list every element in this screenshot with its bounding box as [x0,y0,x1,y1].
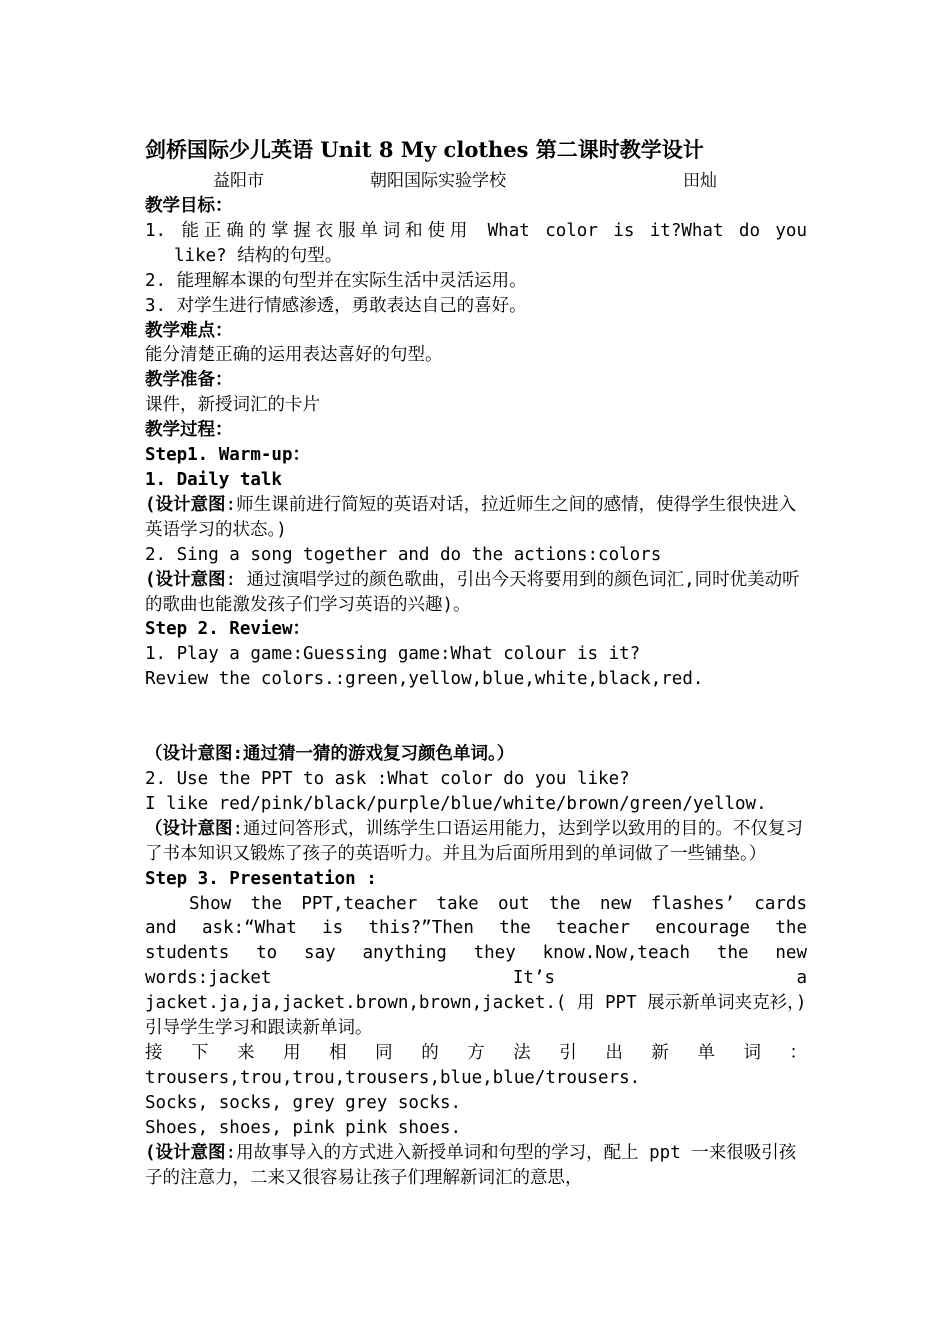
step3-paragraph-line-2: and ask:“What is this?”Then the teacher encourage the [145,918,807,939]
step2-intent-1: （设计意图:通过猜一猜的游戏复习颜色单词。） [145,744,515,765]
step3-trousers: trousers,trou,trou,trousers,blue,blue/trousers. [145,1067,641,1088]
intent-label: (设计意图 [145,494,226,515]
step2-item-1: 1. Play a game:Guessing game:What colour is it? [145,644,641,665]
step3-heading: Step 3. Presentation : [145,868,377,889]
step1-intent-2 [145,568,807,618]
step3-paragraph-line-3: students to say anything they know.Now,teach the new [145,943,807,964]
byline-school: 朝阳国际实验学校 [370,171,506,191]
step3-intent [145,1141,807,1191]
step2-item-2: 2. Use the PPT to ask :What color do you like? [145,769,630,790]
step3-socks: Socks, socks, grey grey socks. [145,1092,462,1113]
difficulty-text: 能分清楚正确的运用表达喜好的句型。 [145,345,443,366]
difficulty-heading: 教学难点： [145,320,233,341]
intent-text: :师生课前进行简短的英语对话，拉近师生之间的感情，使得学生很快进入英语学习的状态。) [145,494,797,540]
intent-text: :通过问答形式，训练学生口语运用能力，达到学以致用的目的。不仅复习了书本知识又锻炼了孩子的英语听力。并且为后面所用到的单词做了一些铺垫。） [145,818,804,864]
step2-review: Review the colors.:green,yellow,blue,white,black,red. [145,669,704,690]
objectives-heading: 教学目标： [145,196,233,216]
blank-gap [145,692,807,742]
objective-1-line-2: like? 结构的句型。 [174,245,343,266]
step3-paragraph-line-4: words:jacket It’s a [145,968,807,989]
preparation-text: 课件，新授词汇的卡片 [145,395,320,416]
step1-intent-1 [145,493,807,543]
document-title: 剑桥国际少儿英语 Unit 8 My clothes 第二课时教学设计 [145,137,704,162]
author-byline [145,168,807,194]
step2-heading: Step 2. Review： [145,619,311,640]
intent-text: :用故事导入的方式进入新授单词和句型的学习，配上 ppt 一来很吸引孩子的注意力，二来又很容易让孩子们理解新词汇的意思， [145,1142,797,1188]
document-page [145,132,807,1190]
objective-3: 3. 对学生进行情感渗透，勇敢表达自己的喜好。 [145,295,527,316]
step3-paragraph-line-1: Show the PPT,teacher take out the new flashes’ cards [189,893,807,914]
intent-text: : 通过演唱学过的颜色歌曲，引出今天将要用到的颜色词汇,同时优美动听的歌曲也能激发孩子们学习英语的兴趣)。 [145,569,800,615]
intent-label: (设计意图 [145,1142,226,1163]
step3-shoes: Shoes, shoes, pink pink shoes. [145,1117,462,1138]
intent-label: （设计意图 [145,818,233,839]
step3-paragraph-line-5: jacket.ja,ja,jacket.brown,brown,jacket.( 用 PPT 展示新单词夹克衫，)引导学生学习和跟读新单词。 [145,993,807,1039]
step1-item-1: 1. Daily talk [145,469,282,490]
byline-author: 田灿 [683,171,717,191]
step1-heading: Step1. Warm-up： [145,445,311,466]
objective-1-line-1: 1. 能正确的掌握衣服单词和使用 What color is it?What do you [145,220,807,241]
objective-2: 2. 能理解本课的句型并在实际生活中灵活运用。 [145,270,527,291]
byline-city: 益阳市 [213,171,264,191]
step2-like: I like red/pink/black/purple/blue/white/brown/green/yellow. [145,793,767,814]
step2-intent-2 [145,817,807,867]
step3-method: 接 下 来 用 相 同 的 方 法 引 出 新 单 词 ： [145,1043,807,1063]
preparation-heading: 教学准备： [145,370,233,391]
intent-label: (设计意图 [145,569,226,590]
step1-item-2: 2. Sing a song together and do the actions:colors [145,544,662,565]
process-heading: 教学过程： [145,420,233,441]
